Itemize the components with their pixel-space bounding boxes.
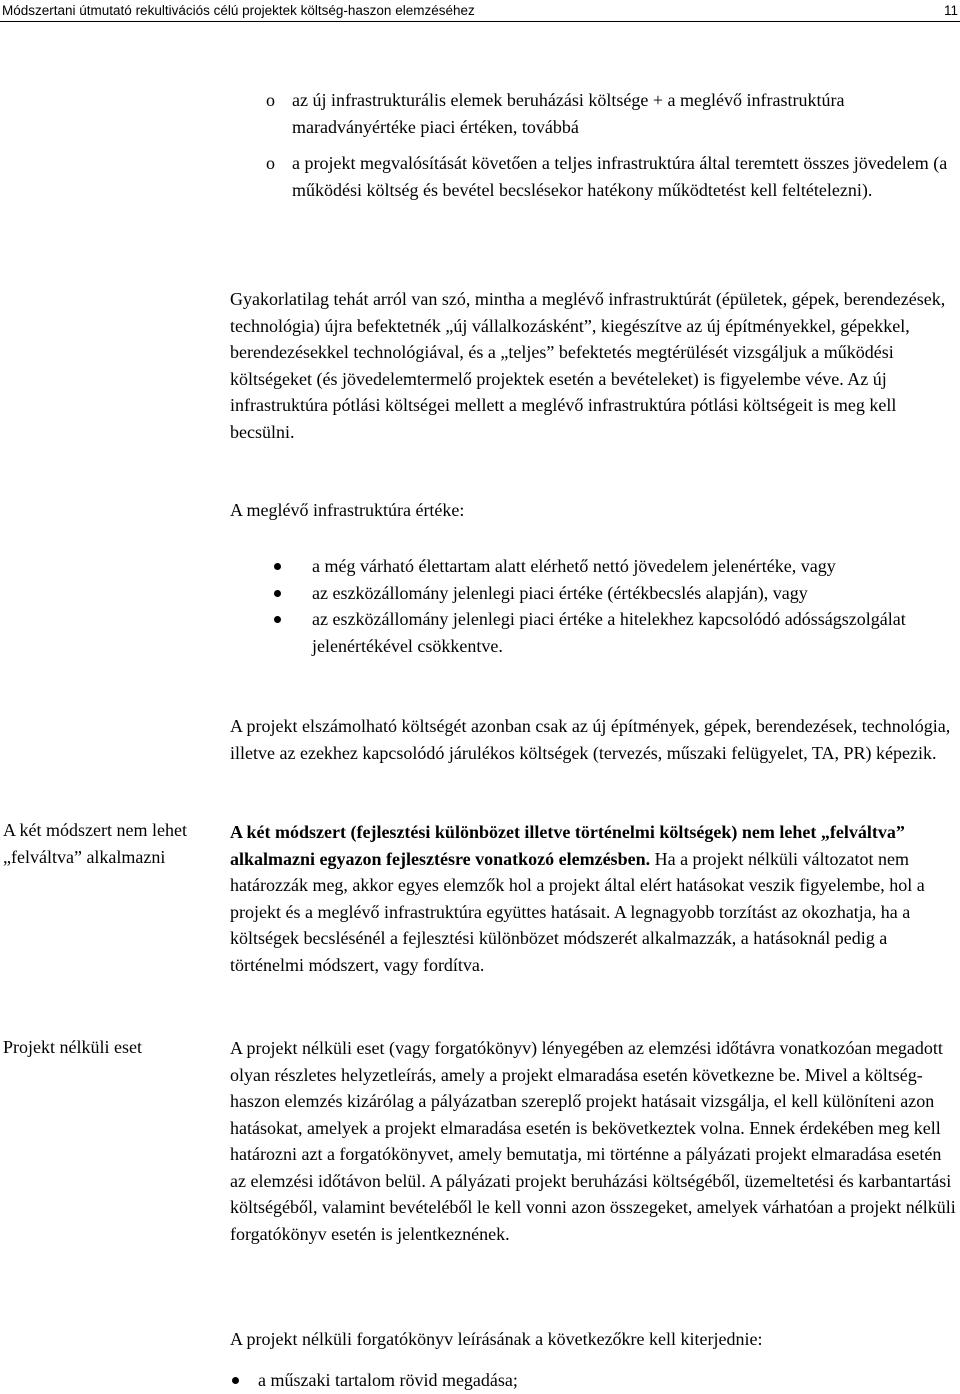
list-item-text: a műszaki tartalom rövid megadása;: [258, 1370, 518, 1390]
side-note-methods: A két módszert nem lehet „felváltva” alkalmazni: [3, 820, 187, 867]
list-item: [228, 1367, 956, 1394]
bullet-icon: [274, 563, 281, 570]
header-divider: [0, 21, 960, 22]
circle-bullet-icon: o: [266, 90, 275, 110]
list-item-text: az eszközállomány jelenlegi piaci értéke (értékbecslés alapján), vagy: [312, 582, 808, 603]
bullet-icon: [232, 1377, 239, 1384]
page-header: [0, 0, 960, 24]
list-item-text: a még várható élettartam alatt elérhető nettó jövedelem jelenértéke, vagy: [312, 556, 836, 576]
scenario-bullet-list: [228, 1367, 956, 1394]
paragraph-methods-text: Ha a projekt nélküli változatot nem határozzák meg, akkor egyes elemzők hol a projekt által elért hatásokat veszik figyelembe, hol a projekt és a meglévő infrastruktúra együttes hatásait. A legnagyobb torzítást az okozhatja, ha a költségek becslésénél a fejlesztési különbözet módszerét alkalmazzák, a hatásoknál pedig a történelmi módszert, vagy fordítva.: [230, 848, 925, 975]
side-note-without-project: Projekt nélküli eset: [3, 1037, 142, 1057]
paragraph-eligible-costs: A projekt elszámolható költségét azonban csak az új építmények, gépek, berendezések, technológia, illetve az ezekhez kapcsolódó járulékos költségek (tervezés, műszaki felügyelet, TA, PR) képezik.: [230, 716, 951, 763]
circle-list-item-text: a projekt megvalósítását követően a teljes infrastruktúra által teremtett összes jövedelem (a működési költség és bevétel becslésekor hatékony működtetést kell feltételezni).: [292, 153, 948, 200]
list-item-text: az eszközállomány jelenlegi piaci értéke a hitelekhez kapcsolódó adósságszolgálat jelenértékével csökkentve.: [312, 609, 906, 656]
paragraph-methods-bold: A két módszert (fejlesztési különbözet illetve történelmi költségek) nem lehet „felváltva” alkalmazni egyazon fejlesztésre vonatkozó elemzésben.: [230, 822, 905, 869]
paragraph-without-project: A projekt nélküli eset (vagy forgatókönyv) lényegében az elemzési időtávra vonatkozóan megadott olyan részletes helyzetleírás, amely a projekt elmaradása esetén következne be. Mivel a költség-haszon elemzés kizárólag a pályázatban szereplő projekt hatásait vizsgálja, el kell különíteni azon hatásokat, amelyek a projekt elmaradása esetén is bekövetkeztek volna. Ennek érdekében meg kell határozni azt a forgatókönyvet, amely bemutatja, mi történne a pályázati projekt elmaradása esetén az elemzési időtávon belül. A pályázati projekt beruházási költségéből, üzemeltetési és karbantartási költségéből, valamint bevételéből le kell vonni azon összegeket, amelyek várhatóan a projekt nélküli forgatókönyv esetén is jelentkeznének.: [230, 1038, 956, 1244]
paragraph-scenario-scope: A projekt nélküli forgatókönyv leírásának a következőkre kell kiterjednie:: [230, 1329, 763, 1349]
list-item: [268, 580, 958, 607]
circle-bullet-icon: o: [266, 153, 275, 173]
list-item: [268, 606, 958, 659]
bullet-icon: [274, 616, 281, 623]
paragraph-infrastructure-value: A meglévő infrastruktúra értéke:: [230, 500, 465, 520]
circle-list-item: [266, 150, 956, 203]
circle-list-item-text: az új infrastrukturális elemek beruházási költsége + a meglévő infrastruktúra maradványértéke piaci értéken, továbbá: [292, 90, 845, 137]
paragraph-existing-infrastructure: Gyakorlatilag tehát arról van szó, mintha a meglévő infrastruktúrát (épületek, gépek, berendezések, technológia) újra befektetnék „új vállalkozásként”, kiegészítve az új építményekkel, gépekkel, berendezésekkel technológiával, és a „teljes” befektetés megtérülését vizsgáljuk a működési költségeket (és jövedelemtermelő projektek esetén a bevételeket) is figyelembe véve. Az új infrastruktúra pótlási költségei mellett a meglévő infrastruktúra pótlási költségeit is meg kell becsülni.: [230, 289, 946, 442]
circle-list-item: [266, 87, 956, 140]
page-number: 11: [943, 3, 958, 18]
list-item: [268, 553, 958, 580]
paragraph-methods: [230, 819, 956, 978]
value-bullet-list: [268, 553, 958, 659]
bullet-icon: [274, 590, 281, 597]
header-title: Módszertani útmutató rekultivációs célú projektek költség-haszon elemzéséhez: [2, 3, 475, 18]
